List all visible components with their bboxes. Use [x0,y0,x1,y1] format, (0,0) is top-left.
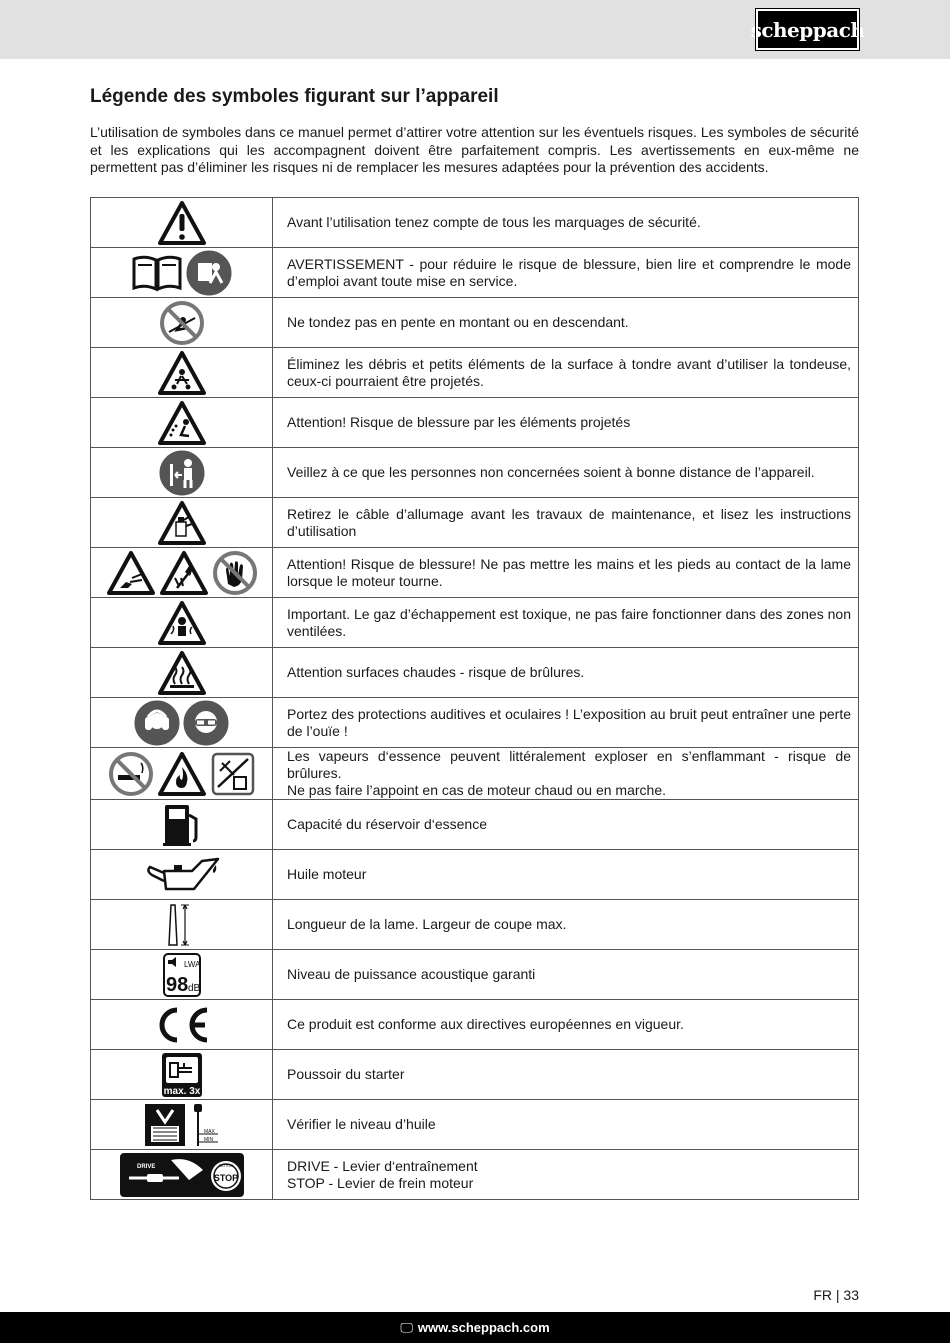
legend-row [91,1050,859,1100]
foot-blade-icon [106,550,156,596]
no-hands-icon [212,550,258,596]
legend-row [91,548,859,598]
no-slope-mowing-icon [159,300,205,346]
description-text: Ce produit est conforme aux directives européennes en vigueur. [287,1016,684,1032]
read-manual-icon [186,250,232,296]
symbol-cell [91,498,273,548]
keep-distance-icon [159,450,205,496]
dipstick-icon [190,1102,220,1148]
symbol-legend-table [90,197,859,1200]
description-cell [273,298,859,348]
legend-row [91,298,859,348]
symbol-cell [91,198,273,248]
description-cell [273,498,859,548]
description-text: DRIVE - Levier d‘entraînement [287,1157,478,1174]
symbol-cell [91,648,273,698]
legend-row [91,900,859,950]
blade-length-icon [159,901,205,949]
symbol-cell [91,698,273,748]
legend-row [91,1000,859,1050]
symbol-cell [91,1100,273,1150]
description-cell [273,850,859,900]
legend-row [91,448,859,498]
legend-row [91,800,859,850]
page-number: FR | 33 [813,1287,859,1303]
drive-stop-icon [119,1152,245,1198]
oil-level-icon [143,1102,187,1148]
debris-warning-icon [157,350,207,396]
description-cell [273,748,859,800]
description-cell [273,248,859,298]
symbol-cell [91,548,273,598]
hand-blade-icon [159,550,209,596]
primer-icon [160,1051,204,1099]
description-cell [273,900,859,950]
legend-row [91,598,859,648]
symbol-cell [91,248,273,298]
legend-row [91,248,859,298]
description-text: Attention! Risque de blessure par les éléments projetés [287,414,631,430]
warning-triangle-icon [157,200,207,246]
sound-power-icon [162,952,202,998]
description-text: Niveau de puissance acoustique garanti [287,966,536,982]
description-text: Huile moteur [287,866,367,882]
svg-text:MIN: MIN [204,1136,214,1143]
brand-logo: scheppach [756,9,859,50]
svg-text:MOTOR: MOTOR [218,1162,233,1168]
description-cell [273,1150,859,1200]
projected-objects-icon [157,400,207,446]
description-text: Éliminez les débris et petits éléments de la surface à tondre avant d’utiliser la tondeuse, ceux-ci pourraient être projetés. [287,355,851,389]
description-text: Retirez le câble d’allumage avant les travaux de maintenance, et lisez les instructions d’utilisation [287,505,851,539]
open-book-icon [131,253,183,293]
description-text: Poussoir du starter [287,1066,405,1082]
description-text: Les vapeurs d‘essence peuvent littéralement exploser en s’enflammant - risque de brûlures. [287,748,851,781]
description-text: STOP - Levier de frein moteur [287,1174,474,1191]
legend-row [91,498,859,548]
footer-bar [0,1312,950,1343]
symbol-cell [91,598,273,648]
svg-text:STOP: STOP [213,1172,238,1183]
description-cell [273,800,859,850]
legend-row [91,348,859,398]
computer-icon: 🖵 [400,1319,413,1335]
legend-row [91,648,859,698]
symbol-cell [91,950,273,1000]
legend-row [91,198,859,248]
header-bar [0,0,950,59]
symbol-cell [91,850,273,900]
spark-plug-warning-icon [157,500,207,546]
svg-text:dB: dB [187,982,200,994]
symbol-cell [91,748,273,800]
description-cell [273,1050,859,1100]
symbol-cell [91,900,273,950]
description-cell [273,698,859,748]
description-text: Attention! Risque de blessure! Ne pas mettre les mains et les pieds au contact de la lame lorsque le moteur tourne. [287,555,851,589]
description-text: Ne tondez pas en pente en montant ou en descendant. [287,314,629,330]
description-cell [273,648,859,698]
description-text: Avant l’utilisation tenez compte de tous les marquages de sécurité. [287,214,701,230]
legend-row [91,850,859,900]
website-link[interactable]: www.scheppach.com [417,1320,550,1335]
intro-paragraph: L’utilisation de symboles dans ce manuel permet d’attirer votre attention sur les éventuels risques. Les symboles de sécurité et les explications qui les accompagnent doivent être parfaitement compris. Les avertissements en eux-même ne permettent pas d’éliminer les risques ni de remplacer les mesures adaptées pour la prévention des accidents. [90,124,859,175]
description-cell [273,548,859,598]
description-text: Capacité du réservoir d‘essence [287,816,487,832]
description-cell [273,348,859,398]
symbol-cell [91,298,273,348]
description-text: Vérifier le niveau d’huile [287,1116,436,1132]
description-cell [273,448,859,498]
svg-text:max. 3x: max. 3x [163,1085,200,1097]
legend-row [91,698,859,748]
toxic-gas-icon [157,600,207,646]
fuel-pump-icon [159,801,205,849]
description-cell [273,398,859,448]
page-title: Légende des symboles figurant sur l’appareil [90,86,499,107]
description-text: AVERTISSEMENT - pour réduire le risque de blessure, bien lire et comprendre le mode d’emploi avant toute mise en service. [287,255,851,289]
symbol-cell [91,348,273,398]
ear-protection-icon [134,700,180,746]
legend-row [91,398,859,448]
legend-row [91,748,859,800]
legend-row [91,1150,859,1200]
ce-mark-icon [152,1002,212,1048]
symbol-cell [91,1150,273,1200]
description-text: Ne pas faire l’appoint en cas de moteur chaud ou en marche. [287,782,667,798]
svg-text:MAX: MAX [204,1128,215,1135]
symbol-cell [91,448,273,498]
symbol-cell [91,1050,273,1100]
flammable-icon [157,751,207,797]
legend-row [91,950,859,1000]
description-text: Attention surfaces chaudes - risque de brûlures. [287,664,585,680]
no-smoking-icon [108,751,154,797]
description-text: Veillez à ce que les personnes non concernées soient à bonne distance de l’appareil. [287,464,815,480]
svg-text:98: 98 [165,973,188,996]
eye-protection-icon [183,700,229,746]
description-cell [273,1100,859,1150]
svg-text:DRIVE: DRIVE [136,1163,155,1170]
symbol-cell [91,1000,273,1050]
oil-can-icon [144,855,220,895]
description-cell [273,950,859,1000]
hot-surface-icon [157,650,207,696]
description-text: Longueur de la lame. Largeur de coupe max. [287,916,567,932]
description-text: Portez des protections auditives et oculaires ! L’exposition au bruit peut entraîner une perte de l’ouïe ! [287,705,851,739]
description-text: Important. Le gaz d’échappement est toxique, ne pas faire fonctionner dans des zones non ventilées. [287,605,851,639]
legend-row [91,1100,859,1150]
symbol-cell [91,800,273,850]
symbol-cell [91,398,273,448]
svg-text:LWA: LWA [183,959,200,969]
no-refuel-hot-icon [210,751,256,797]
description-cell [273,198,859,248]
description-cell [273,598,859,648]
description-cell [273,1000,859,1050]
